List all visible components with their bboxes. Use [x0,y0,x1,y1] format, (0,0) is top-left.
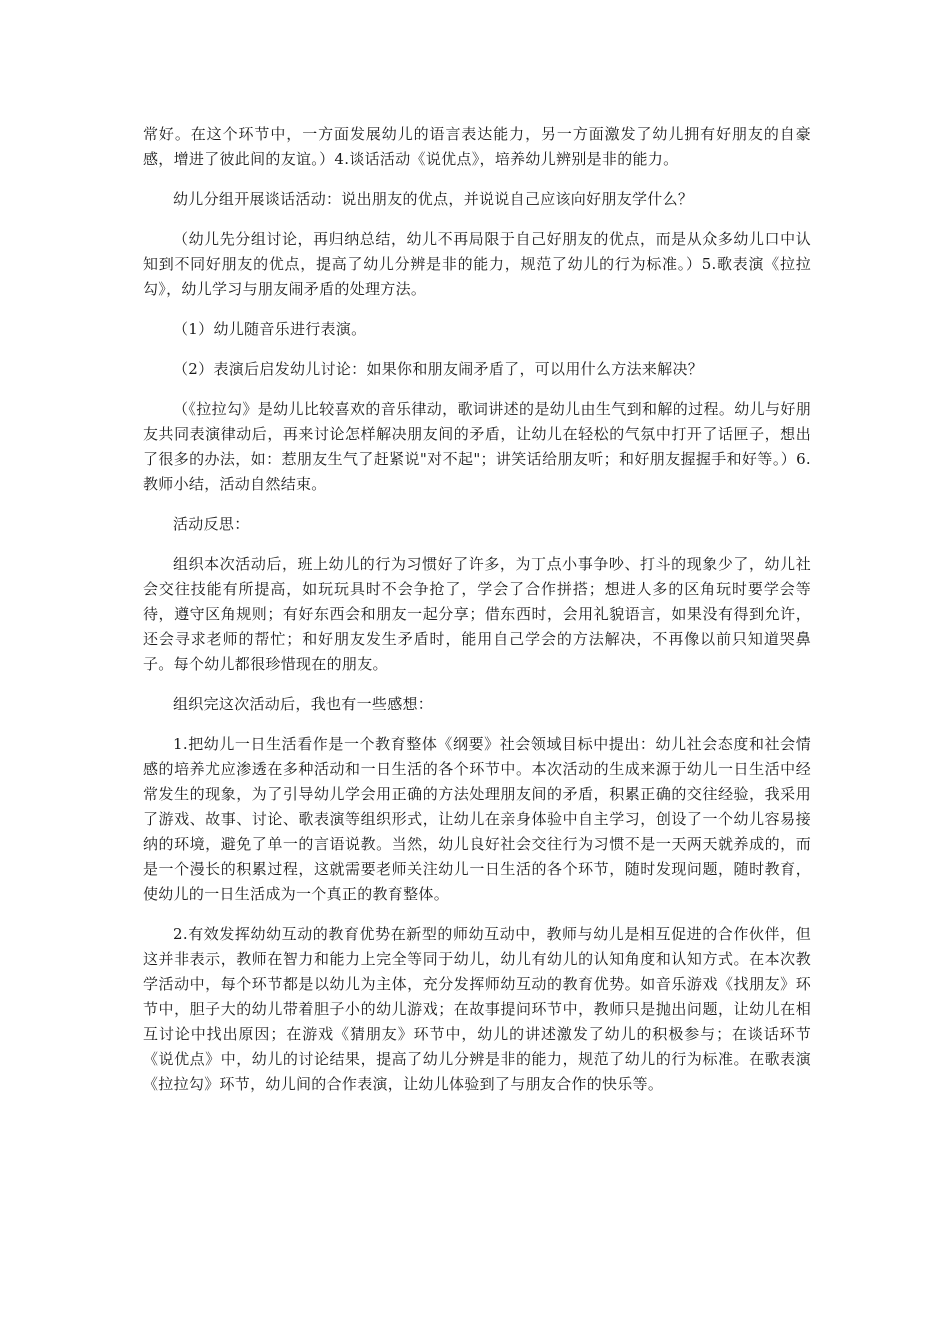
paragraph-step-1: （1）幼儿随音乐进行表演。 [173,320,367,338]
paragraph-discussion-note: （幼儿先分组讨论，再归纳总结，幼儿不再局限于自己好朋友的优点，而是从众多幼儿口中认知到不同好朋友的优点，提高了幼儿分辨是非的能力，规范了幼儿的行为标准。）5.歌表演《拉拉勾》，幼儿学习与朋友闹矛盾的处理方法。 [143,230,811,298]
paragraph-group-discussion: 幼儿分组开展谈话活动：说出朋友的优点，并说说自己应该向好朋友学什么？ [173,190,694,208]
paragraph-point-2: 2.有效发挥幼幼互动的教育优势在新型的师幼互动中，教师与幼儿是相互促进的合作伙伴，但这并非表示，教师在智力和能力上完全等同于幼儿，幼儿有幼儿的认知角度和认知方式。在本次教学活动中，每个环节都是以幼儿为主体，充分发挥师幼互动的教育优势。如音乐游戏《找朋友》环节中，胆子大的幼儿带着胆子小的幼儿游戏；在故事提问环节中，教师只是抛出问题，让幼儿在相互讨论中找出原因；在游戏《猜朋友》环节中，幼儿的讲述激发了幼儿的积极参与；在谈话环节《说优点》中，幼儿的讨论结果，提高了幼儿分辨是非的能力，规范了幼儿的行为标准。在歌表演《拉拉勾》环节，幼儿间的合作表演，让幼儿体验到了与朋友合作的快乐等。 [143,925,811,1093]
paragraph-point-1: 1.把幼儿一日生活看作是一个教育整体《纲要》社会领域目标中提出：幼儿社会态度和社会情感的培养尤应渗透在多种活动和一日生活的各个环节中。本次活动的生成来源于幼儿一日生活中经常发生的现象，为了引导幼儿学会用正确的方法处理朋友间的矛盾，积累正确的交往经验，我采用了游戏、故事、讨论、歌表演等组织形式，让幼儿在亲身体验中自主学习，创设了一个幼儿容易接纳的环境，避免了单一的言语说教。当然，幼儿良好社会交往行为习惯不是一天两天就养成的，而是一个漫长的积累过程，这就需要老师关注幼儿一日生活的各个环节，随时发现问题，随时教育，使幼儿的一日生活成为一个真正的教育整体。 [143,735,811,903]
paragraph-continuation: 常好。在这个环节中，一方面发展幼儿的语言表达能力，另一方面激发了幼儿拥有好朋友的自豪感，增进了彼此间的友谊。）4.谈话活动《说优点》，培养幼儿辨别是非的能力。 [143,125,811,168]
paragraph-song-note: （《拉拉勾》是幼儿比较喜欢的音乐律动，歌词讲述的是幼儿由生气到和解的过程。幼儿与好朋友共同表演律动后，再来讨论怎样解决朋友间的矛盾，让幼儿在轻松的气氛中打开了话匣子，想出了很多的办法，如：惹朋友生气了赶紧说"对不起"；讲笑话给朋友听；和好朋友握握手和好等。）6.教师小结，活动自然结束。 [143,400,811,493]
paragraph-reflection: 组织本次活动后，班上幼儿的行为习惯好了许多，为丁点小事争吵、打斗的现象少了，幼儿社会交往技能有所提高，如玩玩具时不会争抢了，学会了合作拼搭；想进人多的区角玩时要学会等待，遵守区角规则；有好东西会和朋友一起分享；借东西时，会用礼貌语言，如果没有得到允许，还会寻求老师的帮忙；和好朋友发生矛盾时，能用自己学会的方法解决，不再像以前只知道哭鼻子。每个幼儿都很珍惜现在的朋友。 [143,555,811,673]
paragraph-thoughts-intro: 组织完这次活动后，我也有一些感想： [173,695,434,713]
section-heading-reflection: 活动反思： [173,515,250,533]
document-body [143,122,811,1112]
paragraph-step-2: （2）表演后启发幼儿讨论：如果你和朋友闹矛盾了，可以用什么方法来解决？ [173,360,704,378]
